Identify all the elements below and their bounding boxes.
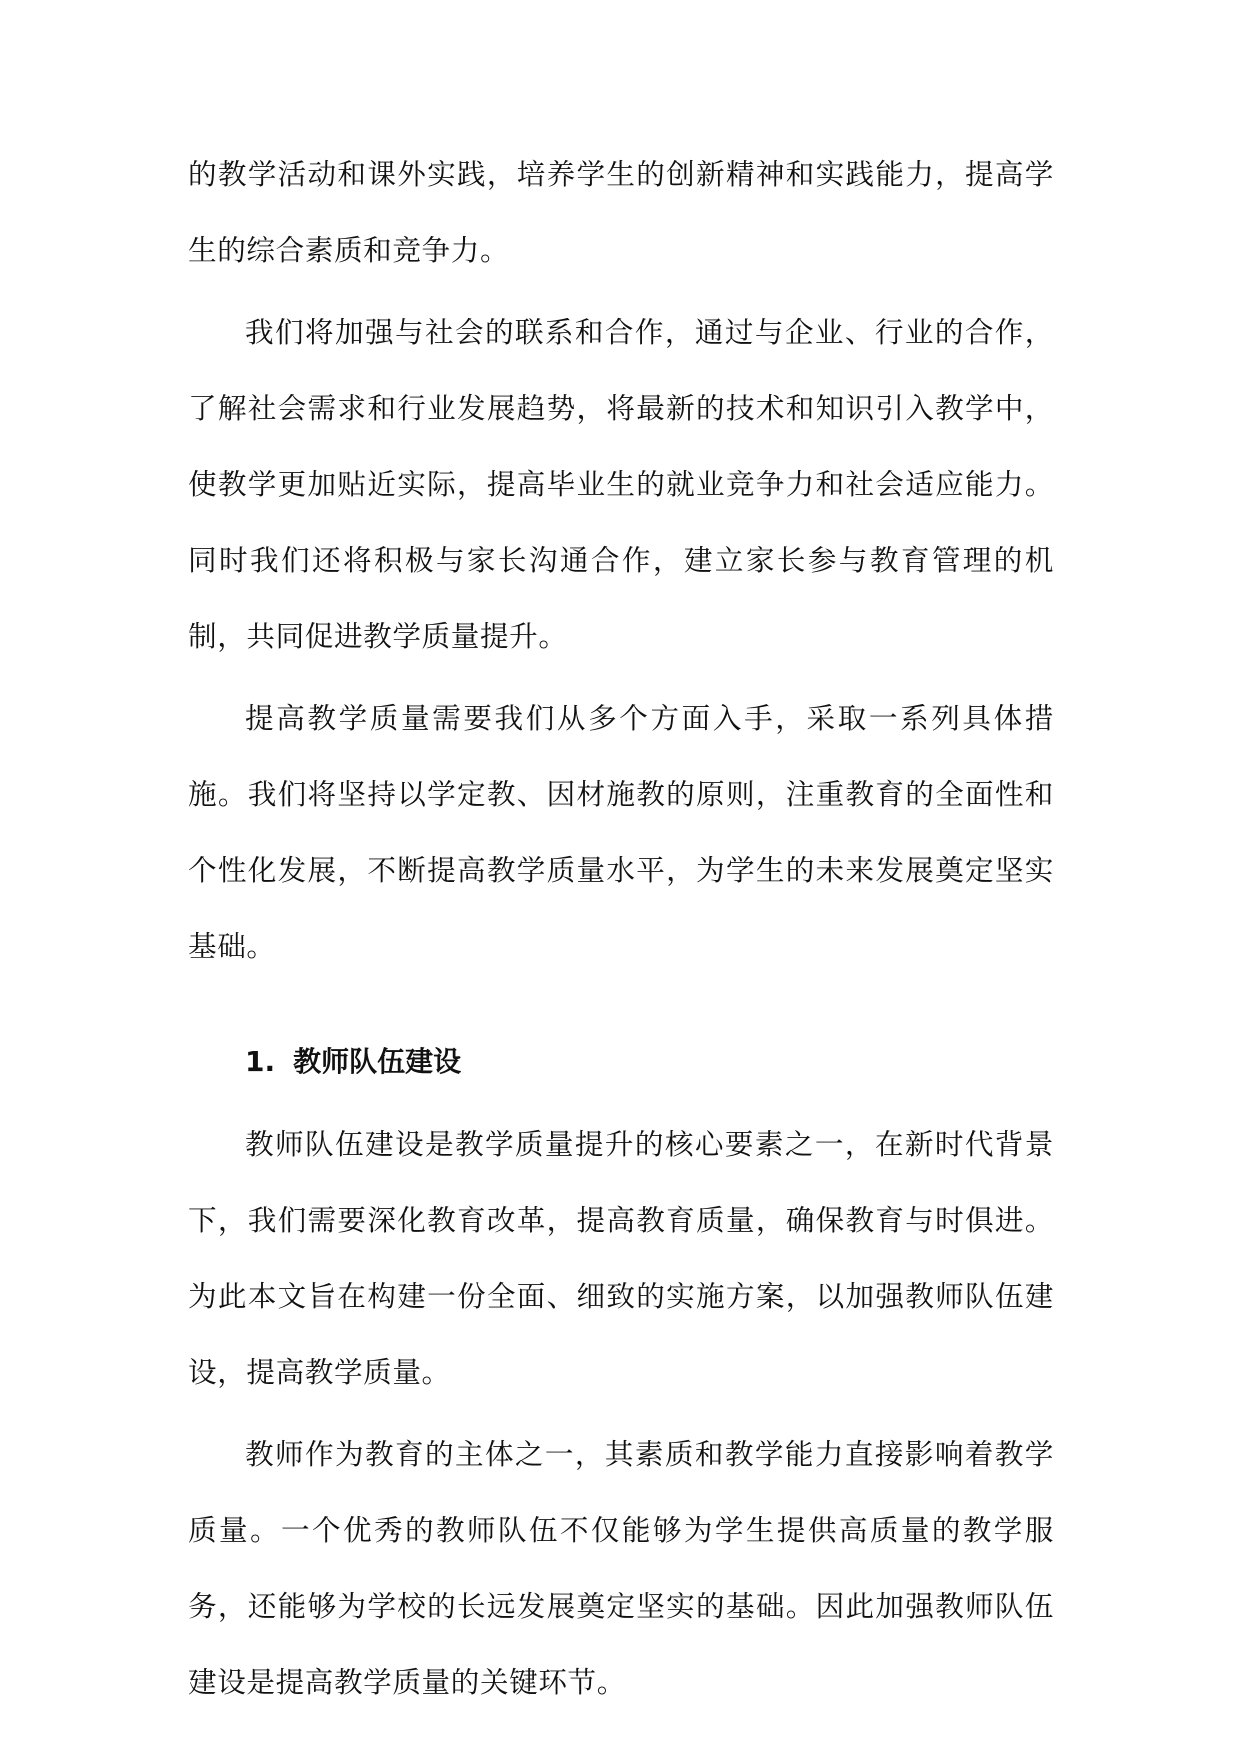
paragraph-5: 教师作为教育的主体之一，其素质和教学能力直接影响着教学质量。一个优秀的教师队伍不仅能够为学生提供高质量的教学服务，还能够为学校的长远发展奠定坚实的基础。因此加强教师队伍建设是提高教学质量的关键环节。 [188,1437,1054,1699]
paragraph-1: 的教学活动和课外实践，培养学生的创新精神和实践能力，提高学生的综合素质和竞争力。 [188,157,1054,267]
section-heading-number: 1. [245,1045,276,1078]
paragraph-2: 我们将加强与社会的联系和合作，通过与企业、行业的合作，了解社会需求和行业发展趋势，将最新的技术和知识引入教学中，使教学更加贴近实际，提高毕业生的就业竞争力和社会适应能力。同时我们还将积极与家长沟通合作，建立家长参与教育管理的机制，共同促进教学质量提升。 [188,315,1054,653]
paragraph-3: 提高教学质量需要我们从多个方面入手，采取一系列具体措施。我们将坚持以学定教、因材施教的原则，注重教育的全面性和个性化发展，不断提高教学质量水平，为学生的未来发展奠定坚实基础。 [188,701,1054,963]
section-heading-title: 教师队伍建设 [293,1045,462,1078]
document-body [188,136,1054,1726]
paragraph-4: 教师队伍建设是教学质量提升的核心要素之一，在新时代背景下，我们需要深化教育改革，提高教育质量，确保教育与时俱进。为此本文旨在构建一份全面、细致的实施方案，以加强教师队伍建设，提高教学质量。 [188,1127,1054,1389]
section-heading [188,1024,1054,1100]
